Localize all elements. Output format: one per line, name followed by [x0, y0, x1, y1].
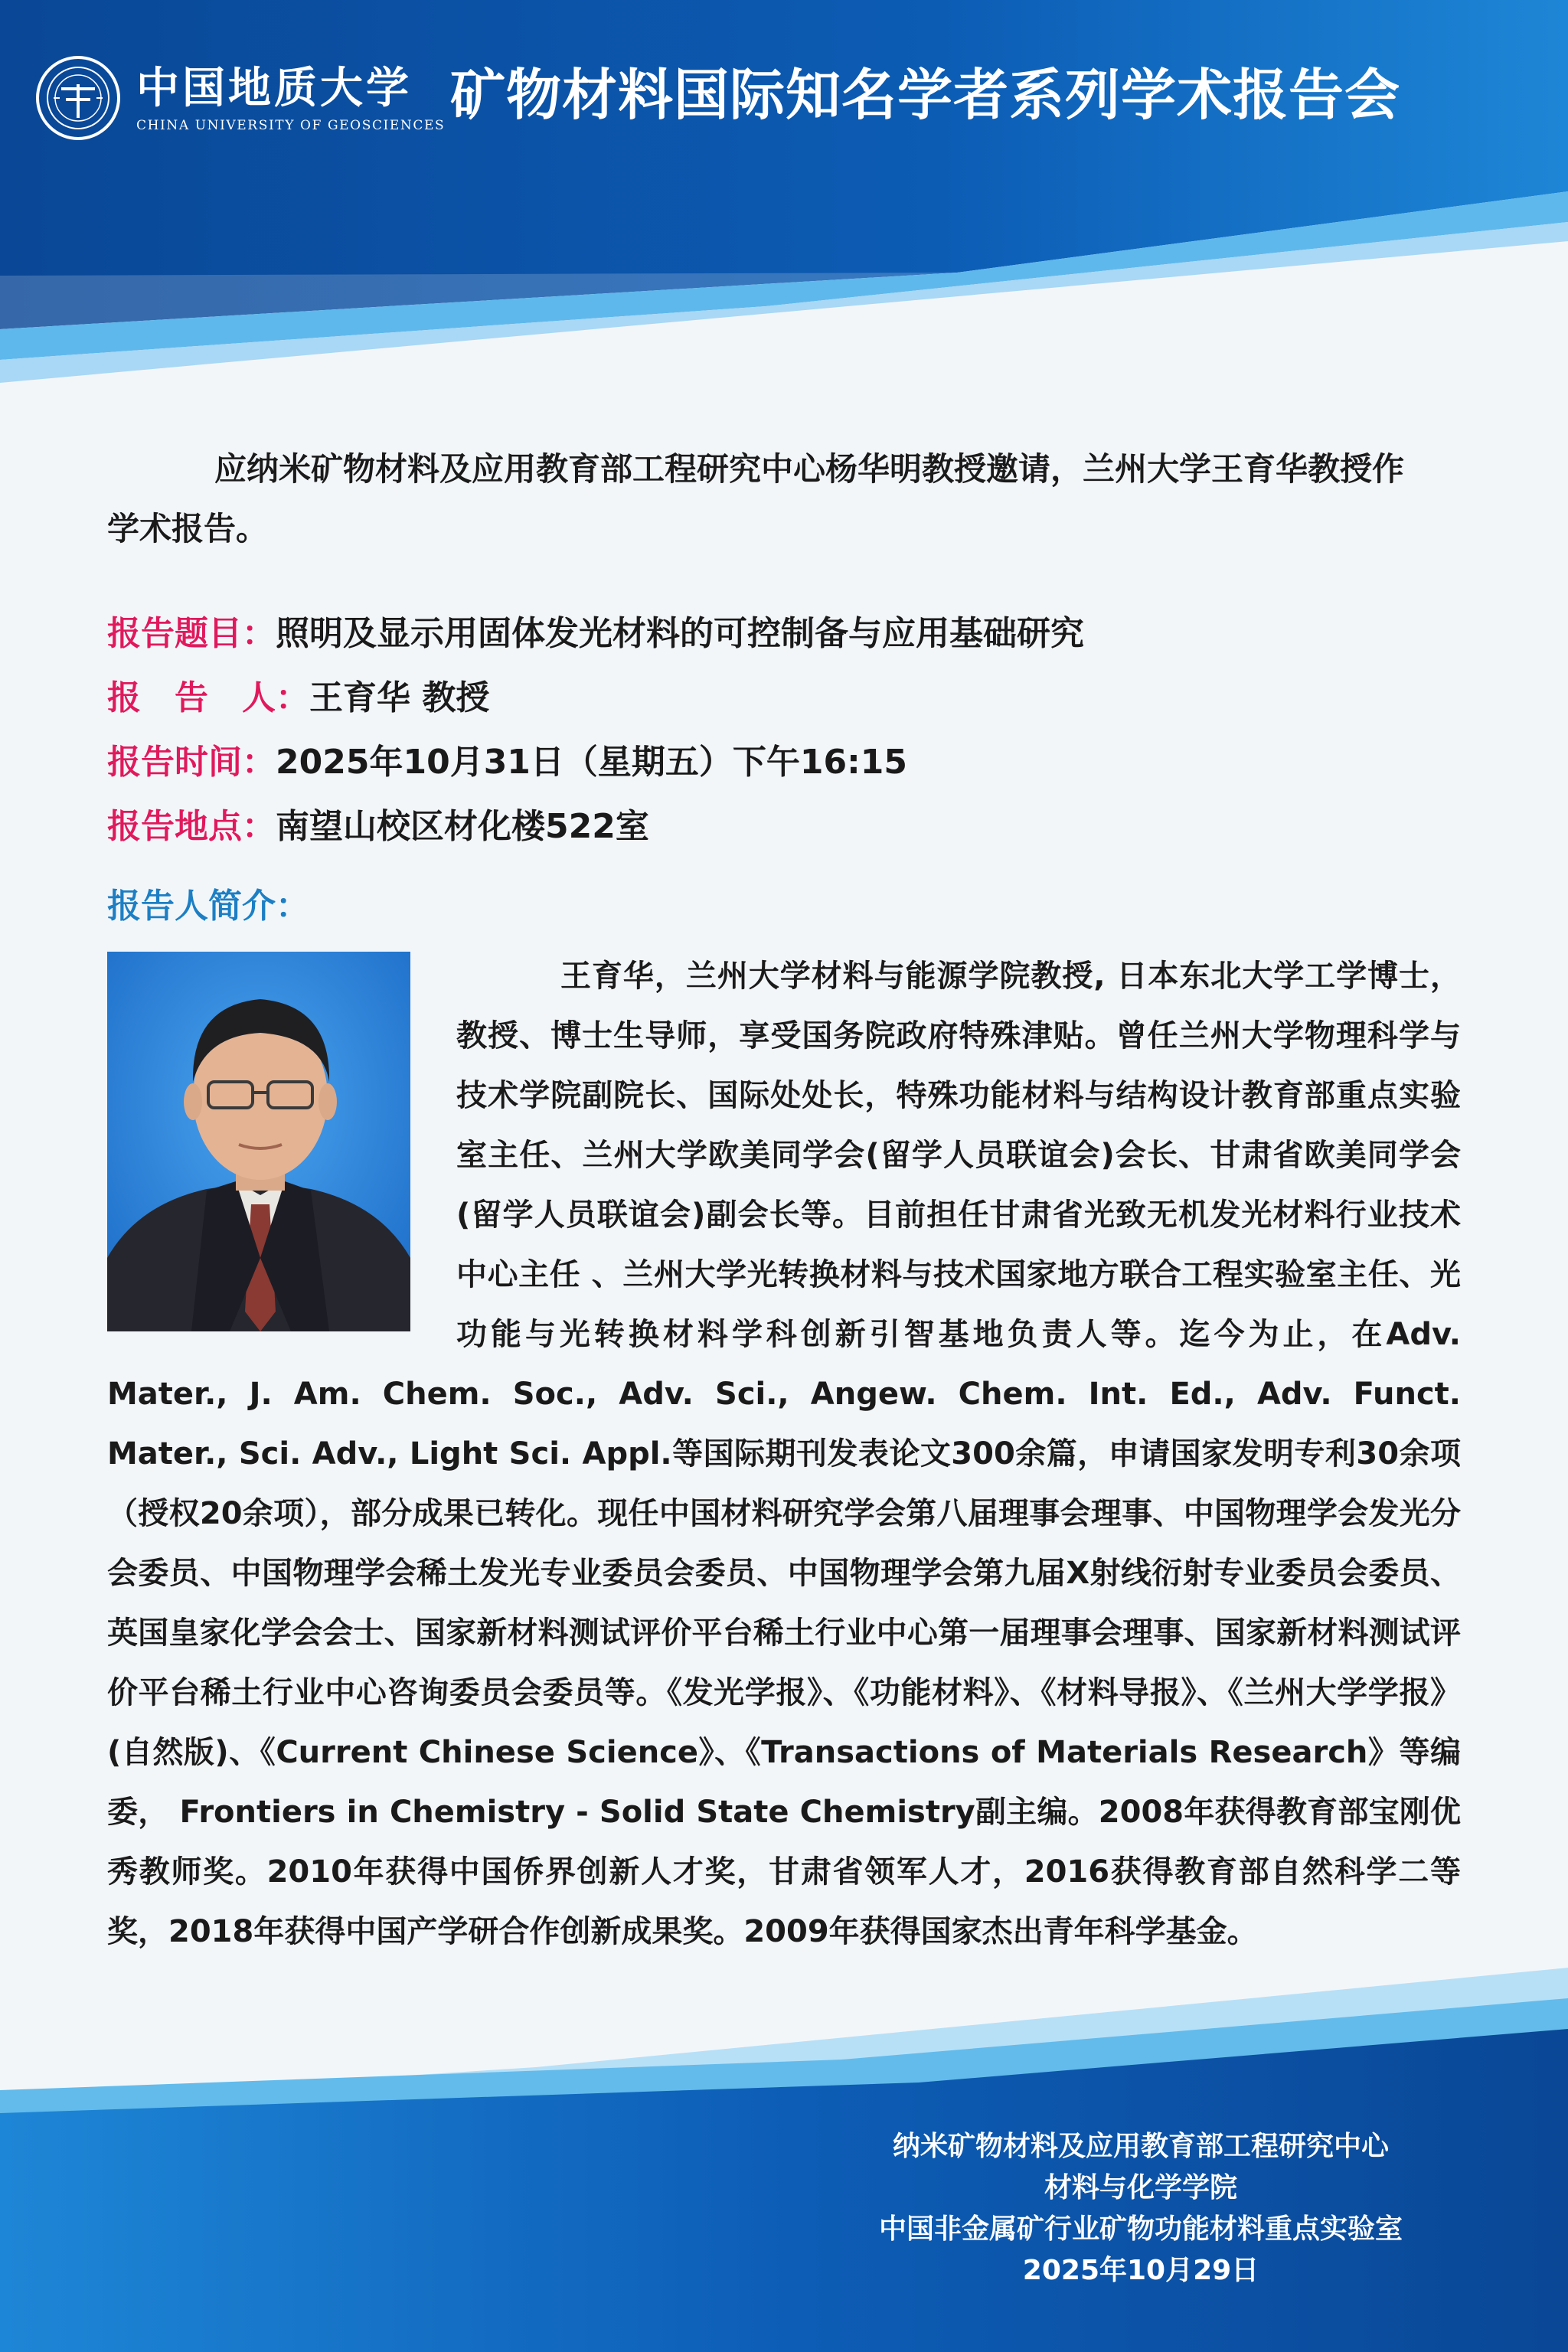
- announcement-date: 2025年10月29日: [1022, 2255, 1259, 2286]
- report-location-row: [107, 804, 649, 850]
- organizer-1: 纳米矿物材料及应用教育部工程研究中心: [892, 2131, 1389, 2162]
- university-name-en: CHINA UNIVERSITY OF GEOSCIENCES: [136, 118, 446, 133]
- speaker-value: 王育华 教授: [309, 678, 490, 717]
- organizer-3: 中国非金属矿行业矿物功能材料重点实验室: [878, 2213, 1403, 2245]
- report-topic-value: 照明及显示用固体发光材料的可控制备与应用基础研究: [276, 614, 1084, 653]
- speaker-bio-heading: 报告人简介：: [107, 887, 309, 926]
- report-location-value: 南望山校区材化楼522室: [276, 807, 649, 846]
- poster-title: 矿物材料国际知名学者系列学术报告会: [450, 63, 1401, 127]
- speaker-bio-text: 王育华，兰州大学材料与能源学院教授, 日本东北大学工学博士，教授、博士生导师，享受国务院政府特殊津贴。曾任兰州大学物理科学与技术学院副院长、国际处处长，特殊功能材料与结构设计教育部重点实验室主任、兰州大学欧美同学会(留学人员联谊会)会长、甘肃省欧美同学会(留学人员联谊会)副会长等。目前担任甘肃省光致无机发光材料行业技术中心主任 、兰州大学光转换材料与技术国家地方联合工程实验室主任、光功能与光转换材料学科创新引智基地负责人等。迄今为止，在Adv. Mater., J. Am. Chem. Soc., Adv. Sci., Angew. Chem. Int. Ed., Adv. Funct. Mater., Sci. Adv., Light Sci. Appl.等国际期刊发表论文300余篇，申请国家发明专利30余项（授权20余项），部分成果已转化。现任中国材料研究学会第八届理事会理事、中国物理学会发光分会委员、中国物理学会稀土发光专业委员会委员、中国物理学会第九届X射线衍射专业委员会委员、英国皇家化学会会士、国家新材料测试评价平台稀土行业中心第一届理事会理事、国家新材料测试评价平台稀土行业中心咨询委员会委员等。《发光学报》、《功能材料》、《材料导报》、《兰州大学学报》(自然版)、《Current Chinese Science》、《Transactions of Materials Research》等编委， Frontiers in Chemistry - Solid State Chemistry副主编。2008年获得教育部宝刚优秀教师奖。2010年获得中国侨界创新人才奖，甘肃省领军人才，2016获得教育部自然科学二等奖，2018年获得中国产学研合作创新成果奖。2009年获得国家杰出青年科学基金。: [107, 959, 1461, 1949]
- report-topic-row: [107, 611, 1084, 657]
- intro-paragraph: 应纳米矿物材料及应用教育部工程研究中心杨华明教授邀请，兰州大学王育华教授作学术报告。: [107, 450, 1405, 547]
- university-seal-icon: [35, 55, 121, 141]
- speaker-label: 报 告 人：: [107, 678, 309, 717]
- speaker-row: [107, 675, 489, 721]
- organizer-2: 材料与化学学院: [1044, 2172, 1237, 2203]
- report-time-label: 报告时间：: [107, 743, 276, 782]
- report-topic-label: 报告题目：: [107, 614, 276, 653]
- report-time-row: [107, 740, 907, 786]
- report-location-label: 报告地点：: [107, 807, 276, 846]
- university-name-cn: 中国地质大学: [136, 63, 412, 113]
- report-time-value: 2025年10月31日（星期五）下午16:15: [276, 743, 907, 782]
